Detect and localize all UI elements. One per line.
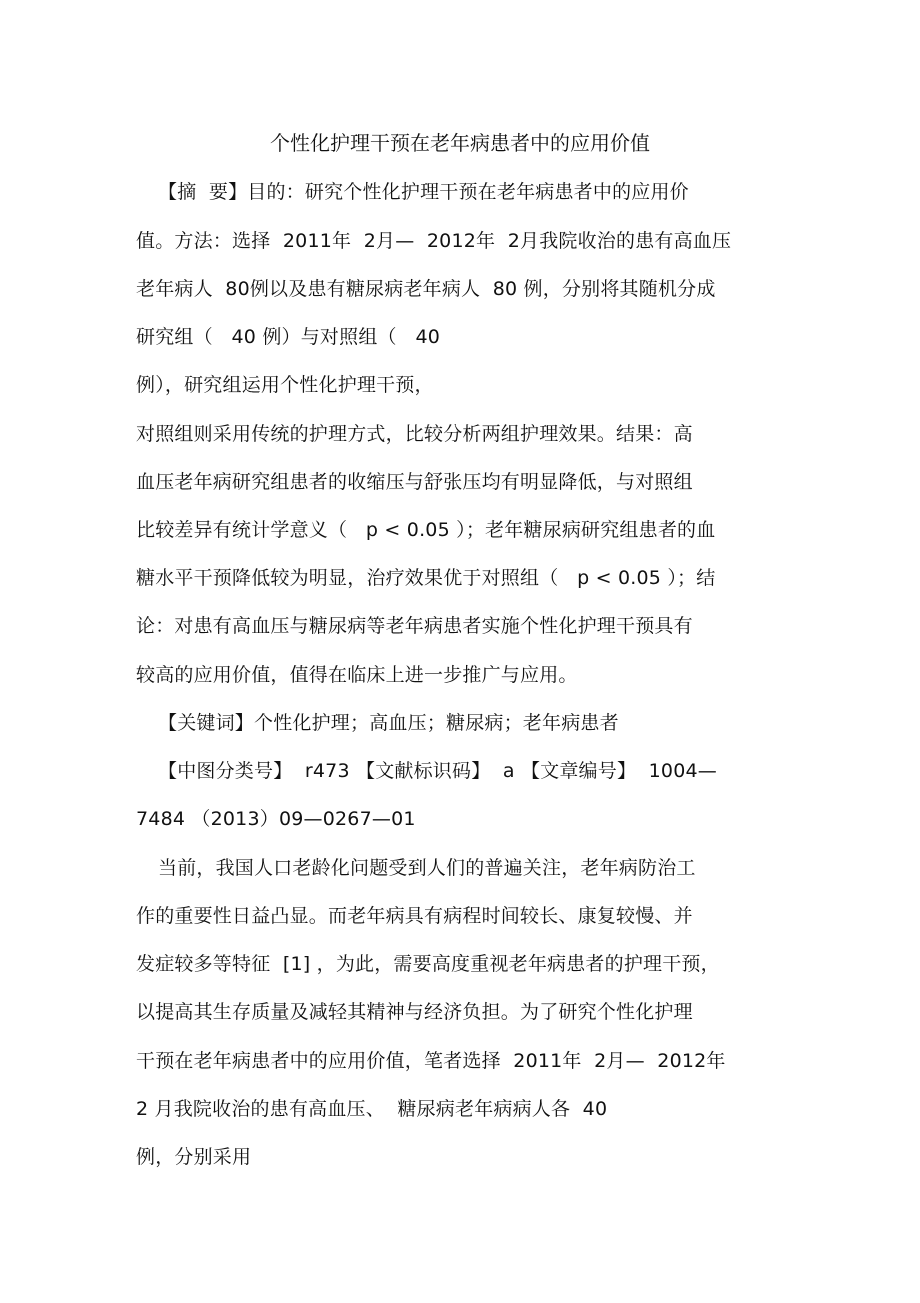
abstract-line-3: 老年病人 80例以及患有糖尿病老年病人 80 例，分别将其随机分成 [136, 278, 716, 300]
body-line-3: 发症较多等特征 [1] ，为此，需要高度重视老年病患者的护理干预， [136, 953, 720, 975]
body-line-7: 例，分别采用 [136, 1146, 252, 1168]
body-line-1: 当前，我国人口老龄化问题受到人们的普遍关注，老年病防治工 [158, 857, 696, 879]
body-line-6: 2 月我院收治的患有高血压、 糖尿病老年病病人各 40 [136, 1098, 608, 1120]
body-line-5: 干预在老年病患者中的应用价值，笔者选择 2011年 2月— 2012年 [136, 1050, 726, 1072]
keywords-line: 【关键词】个性化护理；高血压；糖尿病；老年病患者 [158, 712, 619, 734]
classification-line-2: 7484 （2013）09—0267—01 [136, 808, 416, 830]
abstract-line-2: 值。方法：选择 2011年 2月— 2012年 2月我院收治的患有高血压 [136, 230, 732, 252]
abstract-line-9: 糖水平干预降低较为明显，治疗效果优于对照组（ p < 0.05 ）；结 [136, 567, 716, 589]
document-title: 个性化护理干预在老年病患者中的应用价值 [270, 131, 650, 155]
abstract-line-10: 论：对患有高血压与糖尿病等老年病患者实施个性化护理干预具有 [136, 615, 693, 637]
classification-line-1: 【中图分类号】 r473 【文献标识码】 a 【文章编号】 1004— [158, 760, 717, 782]
body-line-2: 作的重要性日益凸显。而老年病具有病程时间较长、康复较慢、并 [136, 905, 693, 927]
abstract-line-11: 较高的应用价值，值得在临床上进一步推广与应用。 [136, 664, 578, 686]
abstract-line-5: 例），研究组运用个性化护理干预， [136, 374, 434, 396]
abstract-line-8: 比较差异有统计学意义（ p < 0.05 ）；老年糖尿病研究组患者的血 [136, 519, 716, 541]
abstract-line-1: 【摘 要】目的：研究个性化护理干预在老年病患者中的应用价 [158, 181, 689, 203]
abstract-line-7: 血压老年病研究组患者的收缩压与舒张压均有明显降低，与对照组 [136, 471, 693, 493]
abstract-line-6: 对照组则采用传统的护理方式，比较分析两组护理效果。结果：高 [136, 423, 693, 445]
body-line-4: 以提高其生存质量及减轻其精神与经济负担。为了研究个性化护理 [136, 1001, 693, 1023]
abstract-line-4: 研究组（ 40 例）与对照组（ 40 [136, 326, 441, 348]
